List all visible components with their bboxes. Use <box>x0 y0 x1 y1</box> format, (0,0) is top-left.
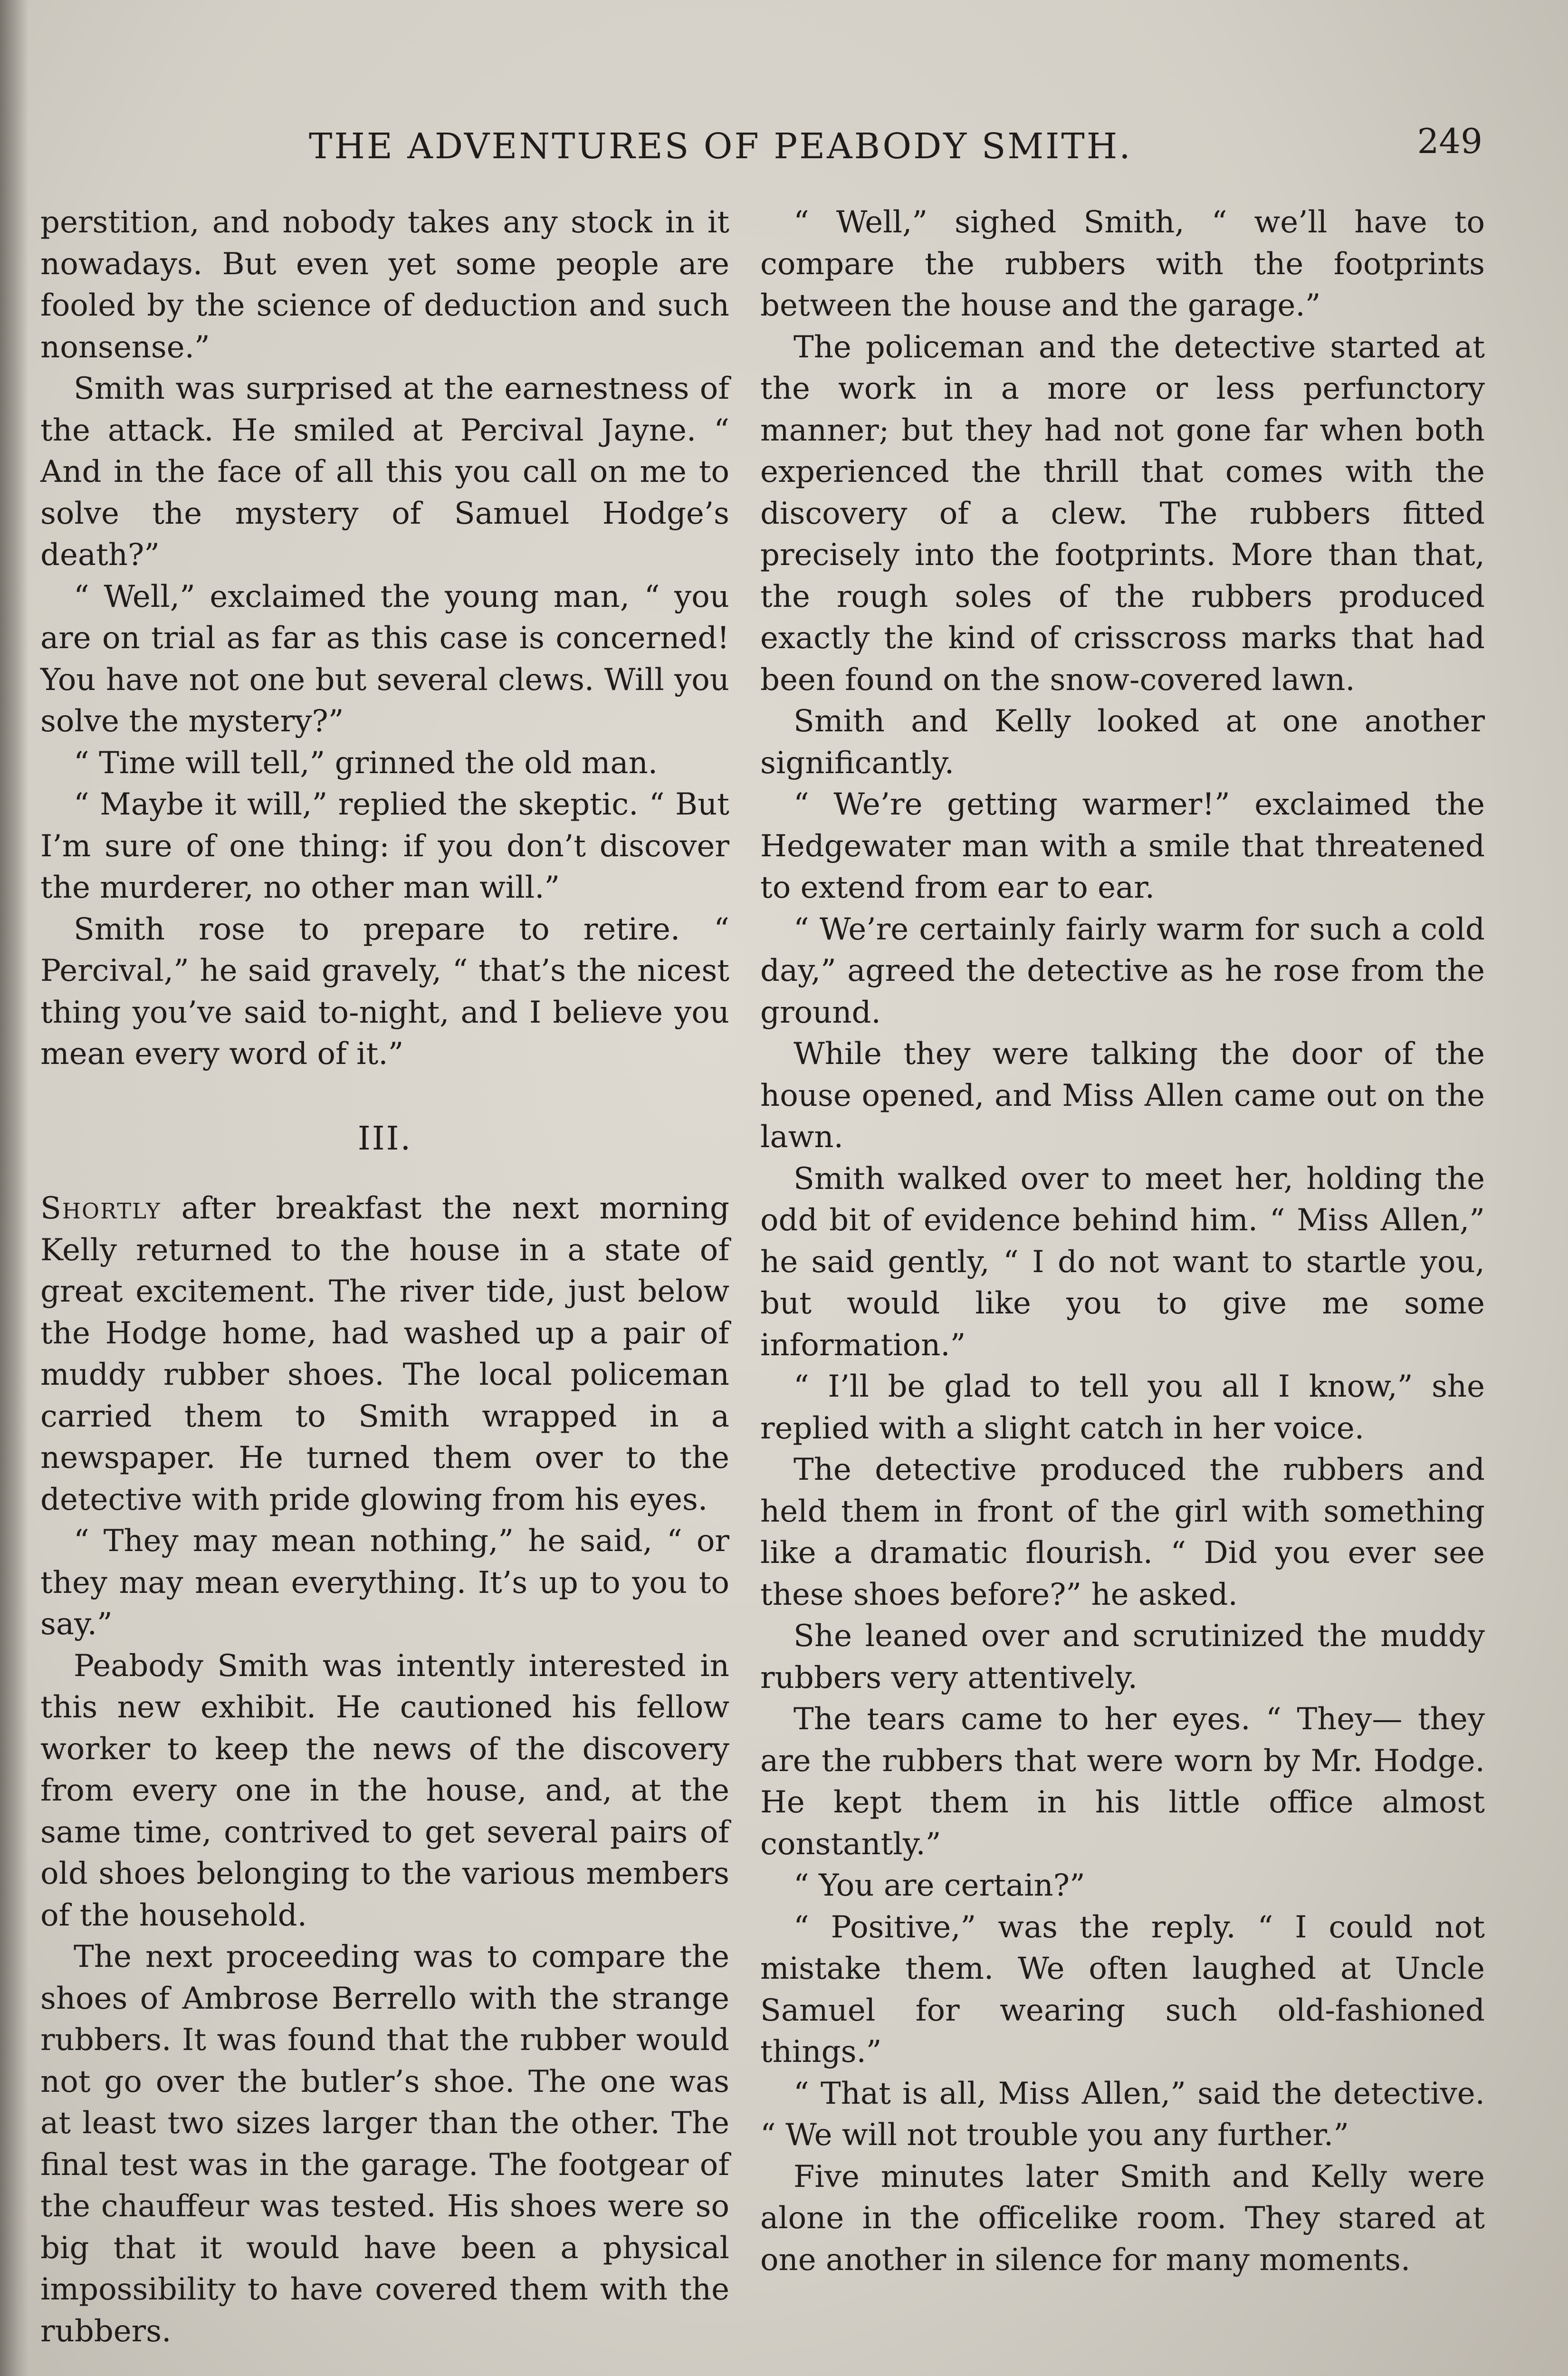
paragraph: Smith was surprised at the earnestness of the attack. He smiled at Percival Jayne. “ And in the face of all this you call on me to solve the mystery of Samuel Hodge’s death?” <box>40 371 729 573</box>
paragraph-text: after breakfast the next morning Kelly returned to the house in a state of great excitement. The river tide, just below the Hodge home, had washed up a pair of muddy rubber shoes. The local policeman carried them to Smith wrapped in a newspaper. He turned them over to the detective with pride glowing from his eyes. <box>40 1191 729 1517</box>
paragraph: She leaned over and scrutinized the muddy rubbers very attentively. <box>760 1619 1485 1696</box>
paragraph: Smith walked over to meet her, holding the odd bit of evidence behind him. “ Miss Allen,” he said gently, “ I do not want to startle you, but would like you to give me some information.” <box>760 1161 1485 1363</box>
paragraph: perstition, and nobody takes any stock in it nowadays. But even yet some people are fooled by the science of deduction and such nonsense.” <box>40 205 729 365</box>
paragraph: “ We’re certainly fairly warm for such a cold day,” agreed the detective as he rose from the ground. <box>760 911 1485 1030</box>
paragraph: “ They may mean nothing,” he said, “ or they may mean everything. It’s up to you to say.” <box>40 1523 729 1642</box>
paragraph: “ Well,” exclaimed the young man, “ you are on trial as far as this case is concerned! You have not one but several clews. Will you solve the mystery?” <box>40 579 729 739</box>
right-column <box>760 202 1485 2281</box>
paragraph: “ Time will tell,” grinned the old man. <box>74 745 658 781</box>
paragraph: “ You are certain?” <box>794 1868 1085 1903</box>
paragraph: “ That is all, Miss Allen,” said the detective. “ We will not trouble you any further.” <box>760 2076 1485 2153</box>
page-header <box>309 121 1497 183</box>
paragraph: The detective produced the rubbers and held them in front of the girl with something like a dramatic flourish. “ Did you ever see these shoes before?” he asked. <box>760 1452 1485 1612</box>
book-spine-shadow <box>0 0 29 2376</box>
paragraph: The next proceeding was to compare the shoes of Ambrose Berrello with the strange rubbers. It was found that the rubber would not go over the butler’s shoe. The one was at least two sizes larger than the other. The final test was in the garage. The footgear of the chauffeur was tested. His shoes were so big that it would have been a physical impossibility to have covered them with the rubbers. <box>40 1939 729 2349</box>
paragraph: The tears came to her eyes. “ They— they are the rubbers that were worn by Mr. Hodge. He kept them in his little office almost constantly.” <box>760 1702 1485 1862</box>
paragraph: “ Maybe it will,” replied the skeptic. “ But I’m sure of one thing: if you don’t discover the murderer, no other man will.” <box>40 787 729 905</box>
paragraph: The policeman and the detective started at the work in a more or less perfunctory manner; but they had not gone far when both experienced the thrill that comes with the discovery of a clew. The rubbers fitted precisely into the footprints. More than that, the rough soles of the rubbers produced exactly the kind of crisscross marks that had been found on the snow-covered lawn. <box>760 329 1485 698</box>
page-number: 249 <box>1417 121 1482 161</box>
paragraph: Smith and Kelly looked at one another significantly. <box>760 704 1485 781</box>
paragraph: Smith rose to prepare to retire. “ Percival,” he said gravely, “ that’s the nicest thing you’ve said to-night, and I believe you mean every word of it.” <box>40 911 729 1072</box>
paragraph: While they were talking the door of the house opened, and Miss Allen came out on the lawn. <box>760 1036 1485 1155</box>
paragraph <box>40 1188 729 1521</box>
paragraph: Peabody Smith was intently interested in this new exhibit. He cautioned his fellow worker to keep the news of the discovery from every one in the house, and, at the same time, contrived to get several pairs of old shoes belonging to the various members of the household. <box>40 1648 729 1933</box>
running-head: THE ADVENTURES OF PEABODY SMITH. <box>309 126 1132 167</box>
section-heading: III. <box>357 1120 412 1158</box>
lead-word: Shortly <box>40 1191 161 1226</box>
paragraph: “ We’re getting warmer!” exclaimed the Hedgewater man with a smile that threatened to extend from ear to ear. <box>760 787 1485 905</box>
paragraph: Five minutes later Smith and Kelly were alone in the officelike room. They stared at one another in silence for many moments. <box>760 2159 1485 2278</box>
paragraph: “ Well,” sighed Smith, “ we’ll have to compare the rubbers with the footprints between the house and the garage.” <box>760 205 1485 323</box>
left-column <box>40 202 729 2352</box>
paragraph: “ Positive,” was the reply. “ I could not mistake them. We often laughed at Uncle Samuel for wearing such old-fashioned things.” <box>760 1909 1485 2069</box>
paragraph: “ I’ll be glad to tell you all I know,” she replied with a slight catch in her voice. <box>760 1369 1485 1446</box>
